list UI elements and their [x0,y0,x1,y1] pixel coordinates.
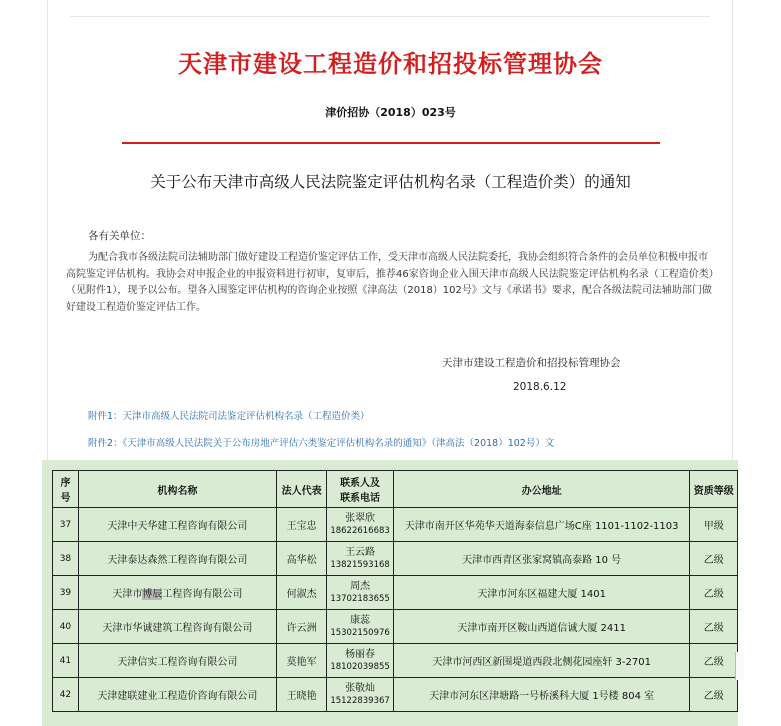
salutation: 各有关单位： [88,230,151,242]
row-rep: 莫艳军 [276,644,326,678]
contact-phone: 18102039855 [330,662,390,672]
row-grade: 乙级 [690,678,738,712]
red-divider [122,142,660,144]
contact-name: 张敬灿 [345,683,376,694]
row-grade: 乙级 [690,576,738,610]
row-address: 天津市南开区华苑华天道海泰信息广场C座 1101-1102-1103 [393,508,690,542]
header-address: 办公地址 [393,471,690,508]
row-grade: 甲级 [690,508,738,542]
contact-phone: 15122839367 [330,696,390,706]
row-rep: 许云洲 [276,610,326,644]
table-row [53,508,738,542]
table-row [53,576,738,610]
contact-name: 杨丽春 [345,649,376,660]
table-row [53,542,738,576]
attachment-link-1[interactable]: 附件1：天津市高级人民法院司法鉴定评估机构名录（工程造价类） [88,411,370,422]
row-address: 天津市河西区新围堤道西段北侧花园座轩 3-2701 [393,644,690,678]
top-divider [70,16,710,17]
row-grade: 乙级 [690,542,738,576]
row-rep: 何淑杰 [276,576,326,610]
org-title: 天津市建设工程造价和招投标管理协会 [178,49,603,78]
row-org-name: 天津泰达森然工程咨询有限公司 [78,542,276,576]
table-header-row [53,471,738,508]
contact-phone: 15302150976 [330,628,390,638]
row-rep: 高华松 [276,542,326,576]
header-rep: 法人代表 [276,471,326,508]
contact-phone: 13702183655 [330,594,390,604]
row-contact [327,610,394,644]
row-address: 天津市河东区福建大厦 1401 [393,576,690,610]
org-name-suffix: 工程咨询有限公司 [162,589,243,600]
header-contact-line2: 联系电话 [340,493,381,504]
header-no: 序号 [53,471,79,508]
table-row [53,644,738,678]
row-no: 40 [53,610,79,644]
row-no: 42 [53,678,79,712]
row-contact [327,644,394,678]
row-contact [327,542,394,576]
row-org-name: 天津中天华建工程咨询有限公司 [78,508,276,542]
row-org-name [78,576,276,610]
row-grade: 乙级 [690,644,738,678]
row-address: 天津市西青区张家窝镇高泰路 10 号 [393,542,690,576]
signature-date: 2018.6.12 [513,381,567,393]
row-rep: 王宝忠 [276,508,326,542]
contact-name: 王云路 [345,547,376,558]
header-contact-line1: 联系人及 [340,478,381,489]
row-rep: 王晓艳 [276,678,326,712]
org-list-table [52,470,738,712]
row-address: 天津市南开区鞍山西道信诚大厦 2411 [393,610,690,644]
org-list-table-container [42,460,738,726]
header-grade: 资质等级 [690,471,738,508]
row-no: 38 [53,542,79,576]
row-no: 37 [53,508,79,542]
row-grade: 乙级 [690,610,738,644]
contact-name: 张翠欣 [345,513,376,524]
signature-org: 天津市建设工程造价和招投标管理协会 [442,357,621,369]
table-row [53,610,738,644]
attachment-link-2[interactable]: 附件2：《天津市高级人民法院关于公布房地产评估六类鉴定评估机构名录的通知》（津高法（2018）102号）文 [88,438,555,449]
table-row [53,678,738,712]
org-name-prefix: 天津市 [112,589,143,600]
highlighted-text: 博辰 [142,589,163,600]
row-address: 天津市河东区津塘路一号桥溪科大厦 1号楼 804 室 [393,678,690,712]
row-contact [327,508,394,542]
header-contact [327,471,394,508]
contact-phone: 13821593168 [330,560,390,570]
header-name: 机构名称 [78,471,276,508]
contact-name: 周杰 [350,581,371,592]
row-contact [327,576,394,610]
contact-phone: 18622616683 [330,526,390,536]
row-contact [327,678,394,712]
row-no: 39 [53,576,79,610]
row-org-name: 天津信实工程咨询有限公司 [78,644,276,678]
document-number: 津价招协（2018）023号 [325,106,456,119]
contact-name: 康蕊 [350,615,371,626]
row-org-name: 天津市华诚建筑工程咨询有限公司 [78,610,276,644]
notice-title: 关于公布天津市高级人民法院鉴定评估机构名录（工程造价类）的通知 [150,173,631,191]
row-no: 41 [53,644,79,678]
letter-body: 为配合我市各级法院司法辅助部门做好建设工程造价鉴定评估工作，受天津市高级人民法院委托，我协会组织符合条件的会员单位积极申报市高院鉴定评估机构。我协会对申报企业的申报资料进行初审，复审后，推荐46家咨询企业入围天津市高级人民法院鉴定评估机构名录（工程造价类）（见附件1），现予以公布。望各入围鉴定评估机构的咨询企业按照《津高法（2018）102号》文与《承诺书》要求，配合各级法院司法辅助部门做好建设工程造价鉴定评估工作。 [66,252,714,313]
row-org-name: 天津建联建业工程造价咨询有限公司 [78,678,276,712]
side-scroll-tab[interactable] [735,652,744,680]
